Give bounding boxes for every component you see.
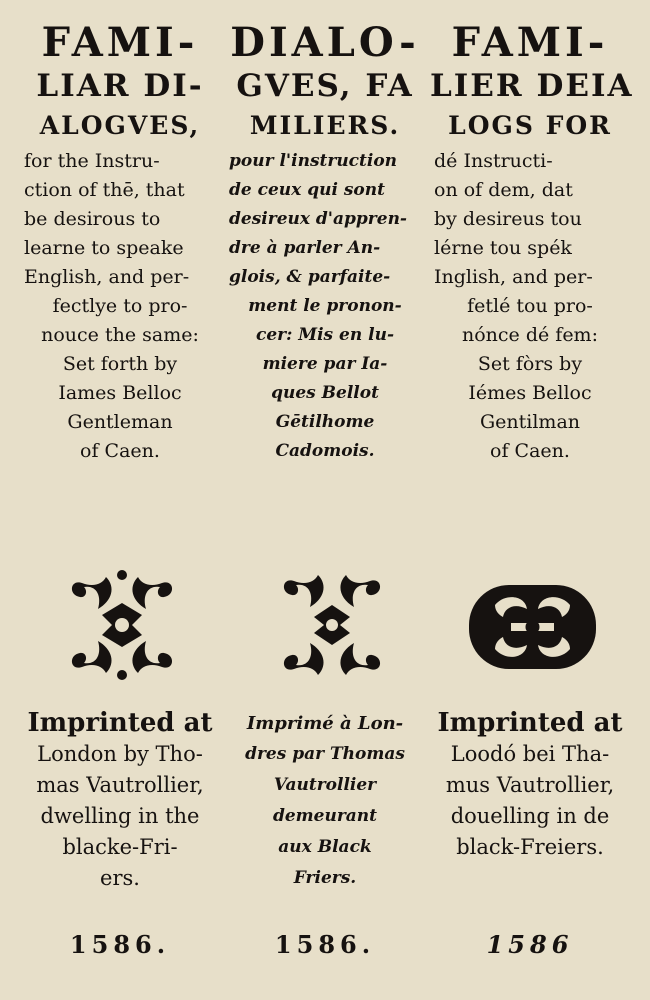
english-imprint-line: blacke-Fri- [62, 835, 178, 859]
phonetic-body-line: nónce dé fem: [462, 323, 598, 346]
english-imprint-line: mas Vautrollier, [36, 773, 204, 797]
english-body-line: for the Instru- [24, 149, 160, 172]
phonetic-body-line: Iémes Belloc [468, 381, 592, 404]
phonetic-body-line: dé Instructi- [434, 149, 553, 172]
french-body-line: miere par Ia- [262, 353, 388, 374]
english-body-line: Iames Belloc [58, 381, 182, 404]
fleuron-ornament-icon [272, 565, 392, 685]
phonetic-imprint-line: black-Freiers. [456, 835, 604, 859]
french-imprint-line: demeurant [272, 806, 378, 826]
english-body-line: English, and per- [24, 265, 190, 288]
french-body-line: desireux d'appren- [229, 208, 407, 229]
english-imprint-line: Imprinted at [27, 708, 213, 738]
french-title-line-2: GVES, FA [236, 68, 414, 104]
french-body-line: Cadomois. [275, 440, 375, 461]
phonetic-imprint [430, 708, 630, 863]
english-title-line-1: FAMI- [41, 19, 199, 66]
english-body-line: nouce the same: [41, 323, 199, 346]
phonetic-body-line: Gentilman [479, 410, 581, 433]
english-imprint [20, 708, 220, 894]
phonetic-body-line: Set fòrs by [477, 352, 583, 375]
phonetic-body [430, 147, 630, 466]
french-body-line: cer: Mis en lu- [255, 324, 395, 345]
english-body-line: learne to speake [24, 236, 184, 259]
english-body-line: fectlye to pro- [52, 294, 188, 317]
phonetic-imprint-line: douelling in de [450, 804, 610, 828]
english-body-line: Set forth by [62, 352, 178, 375]
english-body-line: Gentleman [67, 410, 173, 433]
french-title-line-1: DIALO- [230, 19, 420, 66]
phonetic-body-line: fetlé tou pro- [467, 294, 593, 317]
french-body [225, 147, 425, 466]
english-column [20, 19, 220, 466]
french-imprint-line: dres par Thomas [245, 744, 405, 764]
french-body-line: dre à parler An- [229, 237, 381, 258]
phonetic-year: 1586 [486, 930, 574, 959]
french-body-line: de ceux qui sont [229, 179, 385, 200]
phonetic-imprint-line: Imprinted at [437, 708, 623, 738]
english-imprint-line: ers. [100, 866, 140, 890]
french-imprint [225, 708, 425, 894]
phonetic-body-line: lérne tou spék [434, 236, 572, 259]
french-body-line: Gētilhome [275, 411, 375, 432]
scroll-ornament-icon [465, 565, 600, 685]
english-title-line-2: LIAR DI- [36, 68, 204, 104]
phonetic-title-line-2: LIER DEIA [430, 68, 634, 104]
english-body-line: of Caen. [80, 439, 160, 462]
english-year: 1586. [69, 930, 171, 959]
phonetic-body-line: of Caen. [490, 439, 570, 462]
english-imprint-line: London by Tho- [37, 742, 203, 766]
phonetic-column [430, 19, 634, 466]
french-body-line: glois, & parfaite- [229, 266, 391, 287]
phonetic-body-line: Inglish, and per- [434, 265, 593, 288]
phonetic-body-line: on of dem, dat [434, 178, 573, 201]
fleuron-ornament-icon [62, 565, 182, 685]
english-body-line: ction of thē, that [24, 178, 185, 201]
phonetic-body-line: by desireus tou [434, 207, 582, 230]
french-body-line: ques Bellot [271, 382, 379, 403]
french-imprint-line: aux Black [278, 837, 372, 857]
phonetic-title-line-3: LOGS FOR [448, 110, 612, 140]
french-imprint-line: Friers. [293, 868, 357, 888]
english-body [20, 147, 220, 466]
french-year: 1586. [274, 930, 376, 959]
english-body-line: be desirous to [24, 207, 161, 230]
french-column [225, 19, 425, 466]
english-title-line-3: ALOGVES, [39, 110, 201, 140]
french-imprint-line: Vautrollier [273, 775, 377, 795]
french-title-line-3: MILIERS. [249, 110, 401, 140]
phonetic-imprint-line: Loodó bei Tha- [450, 742, 610, 766]
french-body-line: pour l'instruction [229, 150, 398, 171]
french-body-line: ment le pronon- [248, 295, 402, 316]
french-imprint-line: Imprimé à Lon- [246, 713, 404, 734]
phonetic-title-line-1: FAMI- [451, 19, 609, 66]
english-imprint-line: dwelling in the [40, 804, 200, 828]
phonetic-imprint-line: mus Vautrollier, [445, 773, 615, 797]
